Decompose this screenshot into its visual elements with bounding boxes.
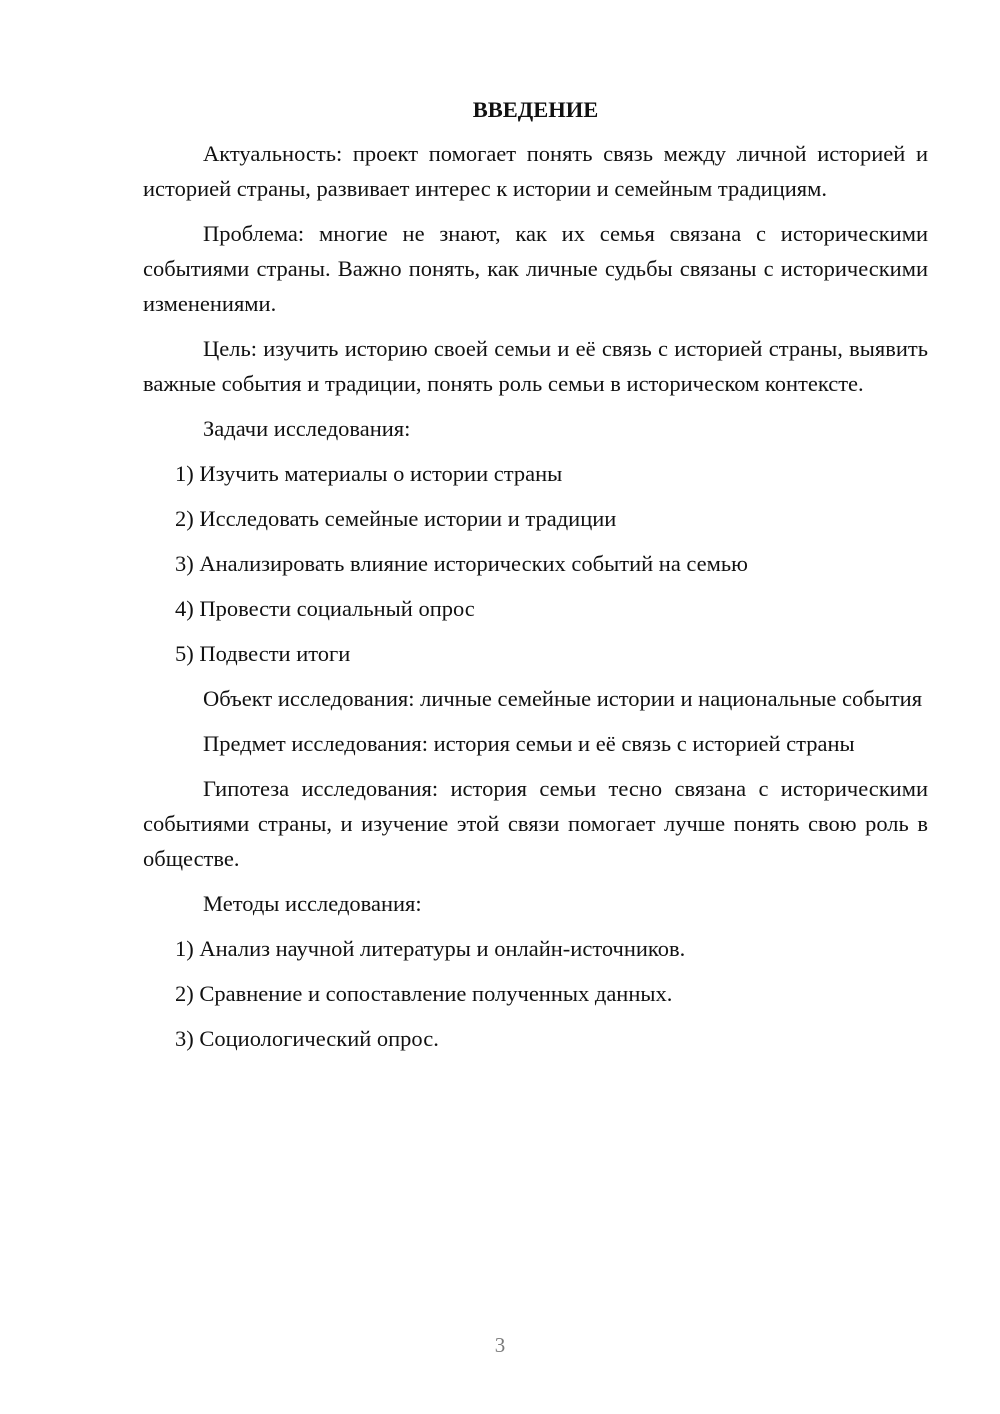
method-item: 2) Сравнение и сопоставление полученных данных. bbox=[175, 981, 673, 1006]
task-item: 2) Исследовать семейные истории и традиции bbox=[175, 506, 617, 531]
task-item: 5) Подвести итоги bbox=[175, 641, 351, 666]
task-item: 4) Провести социальный опрос bbox=[175, 596, 475, 621]
method-item: 1) Анализ научной литературы и онлайн-источников. bbox=[175, 936, 686, 961]
page-title: ВВЕДЕНИЕ bbox=[472, 97, 599, 122]
page-number: 3 bbox=[494, 1333, 506, 1357]
problem-paragraph: Проблема: многие не знают, как их семья связана с историческими событиями страны. Важно понять, как личные судьбы связаны с историческими изменениями. bbox=[143, 221, 928, 316]
method-item: 3) Социологический опрос. bbox=[175, 1026, 439, 1051]
goal-paragraph: Цель: изучить историю своей семьи и её связь с историей страны, выявить важные события и традиции, понять роль семьи в историческом контексте. bbox=[143, 336, 928, 396]
methods-heading: Методы исследования: bbox=[203, 891, 422, 916]
methods-list bbox=[143, 931, 928, 1056]
tasks-list bbox=[143, 456, 928, 671]
object-paragraph: Объект исследования: личные семейные истории и национальные события bbox=[203, 686, 923, 711]
task-item: 1) Изучить материалы о истории страны bbox=[175, 461, 563, 486]
document-page bbox=[143, 94, 928, 1066]
relevance-paragraph: Актуальность: проект помогает понять связь между личной историей и историей страны, развивает интерес к истории и семейным традициям. bbox=[143, 141, 928, 201]
hypothesis-paragraph: Гипотеза исследования: история семьи тесно связана с историческими событиями страны, и изучение этой связи помогает лучше понять свою роль в обществе. bbox=[143, 776, 928, 871]
task-item: 3) Анализировать влияние исторических событий на семью bbox=[175, 551, 748, 576]
tasks-heading: Задачи исследования: bbox=[203, 416, 411, 441]
subject-paragraph: Предмет исследования: история семьи и её связь с историей страны bbox=[203, 731, 855, 756]
